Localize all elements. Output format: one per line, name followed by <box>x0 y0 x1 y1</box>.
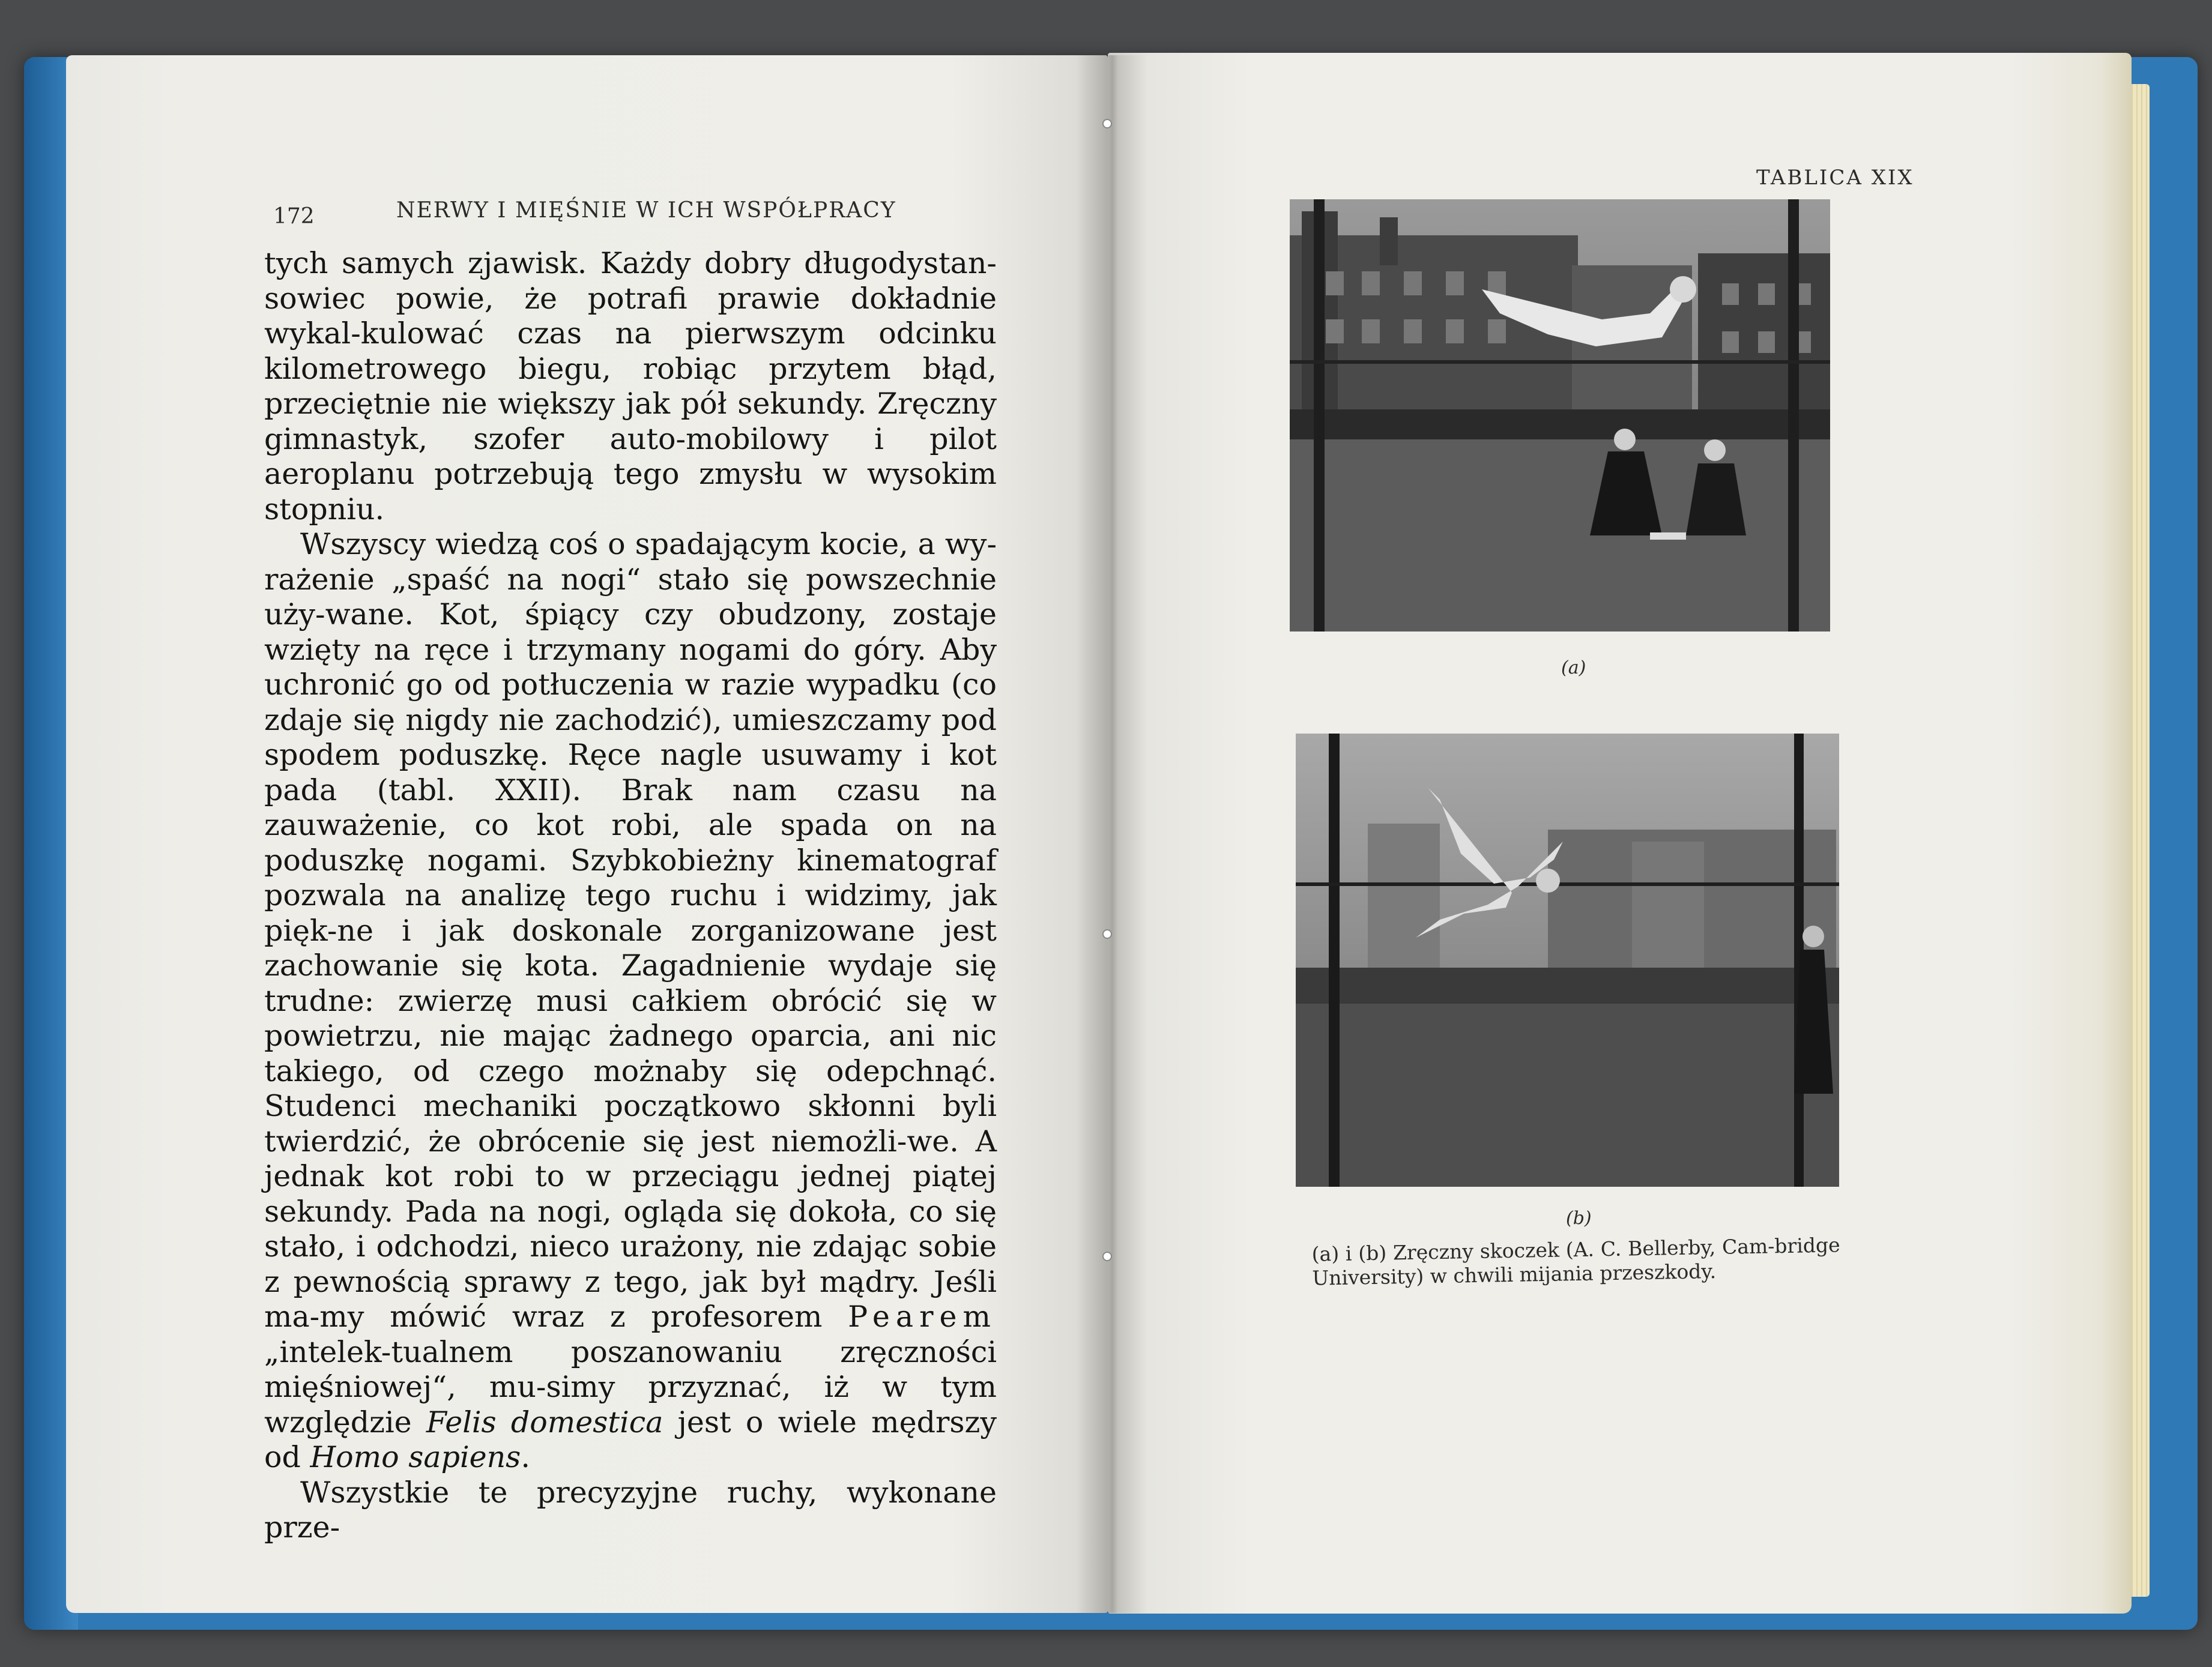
figure-caption: (a) i (b) Zręczny skoczek (A. C. Bellerby, Cam-bridge University) w chwili mijania przeszkody. <box>1311 1233 1840 1290</box>
page-number: 172 <box>273 204 315 229</box>
figure-label-a: (a) <box>1561 657 1586 678</box>
left-page-header <box>273 198 1003 240</box>
paragraph-text: Wszyscy wiedzą coś o spadającym kocie, a wy-rażenie „spaść na nogi“ stało się powszechnie uży-wane. Kot, śpiący czy obudzony, zostaje wzięty na ręce i trzymany nogami do góry. Aby uchronić go od potłuczenia w razie wypadku (co zdaje się nigdy nie zachodzić), umieszczamy pod spodem poduszkę. Ręce nagle usuwamy i kot pada (tabl. XXII). Brak nam czasu na zauważenie, co kot robi, ale spada on na poduszkę nogami. Szybkobieżny kinematograf pozwala na analizę tego ruchu i widzimy, jak pięk-ne i jak doskonale zorganizowane jest zachowanie się kota. Zagadnienie wydaje się trudne: zwierzę musi całkiem obrócić się w powietrzu, nie mając żadnego oparcia, ani nic takiego, od czego możnaby się odepchnąć. Studenci mechaniki początkowo skłonni byli twierdzić, że obrócenie się jest niemożli-we. A jednak kot robi to w przeciągu jednej piątej sekundy. Pada na nogi, ogląda się dokoła, co się stało, i odchodzi, nieco urażony, nie zdając sobie z pewnością sprawy z tego, jak był mądry. Jeśli ma-my mówić wraz z profesorem <box>264 527 997 1334</box>
author-name: Pearem <box>848 1300 997 1334</box>
paragraph-text: . <box>521 1440 530 1474</box>
latin-term: Felis domestica <box>426 1405 663 1439</box>
running-head: NERWY I MIĘŚNIE W ICH WSPÓŁPRACY <box>396 198 896 223</box>
binding-stitch <box>1102 119 1112 128</box>
paragraph: tych samych zjawisk. Każdy dobry długodystan-sowiec powie, że potrafi prawie dokładnie wykal-kulować czas na pierwszym odcinku kilometrowego biegu, robiąc przytem błąd, przeciętnie nie większy jak pół sekundy. Zręczny gimnastyk, szofer auto-mobilowy i pilot aeroplanu potrzebują tego zmysłu w wysokim stopniu. <box>264 246 997 526</box>
paragraph: Wszystkie te precyzyjne ruchy, wykonane prze- <box>264 1475 997 1545</box>
paragraph-text: „intelek-tualnem poszanowaniu zręczności mięśniowej“, mu-simy przyznać, iż w tym względzie <box>264 1334 997 1439</box>
binding-stitch <box>1102 1252 1112 1261</box>
figure-label-b: (b) <box>1566 1208 1592 1229</box>
paragraph-text: jest o wiele mędrszy od <box>264 1405 997 1474</box>
photo-high-jump-a <box>1290 199 1830 632</box>
binding-stitch <box>1102 929 1112 939</box>
paragraph <box>264 527 997 1476</box>
book-gutter <box>1075 55 1147 1613</box>
left-page-body <box>264 246 997 1546</box>
photo-high-jump-b <box>1296 734 1839 1187</box>
latin-term: Homo sapiens <box>310 1440 521 1474</box>
plate-title: TABLICA XIX <box>1756 166 1914 190</box>
